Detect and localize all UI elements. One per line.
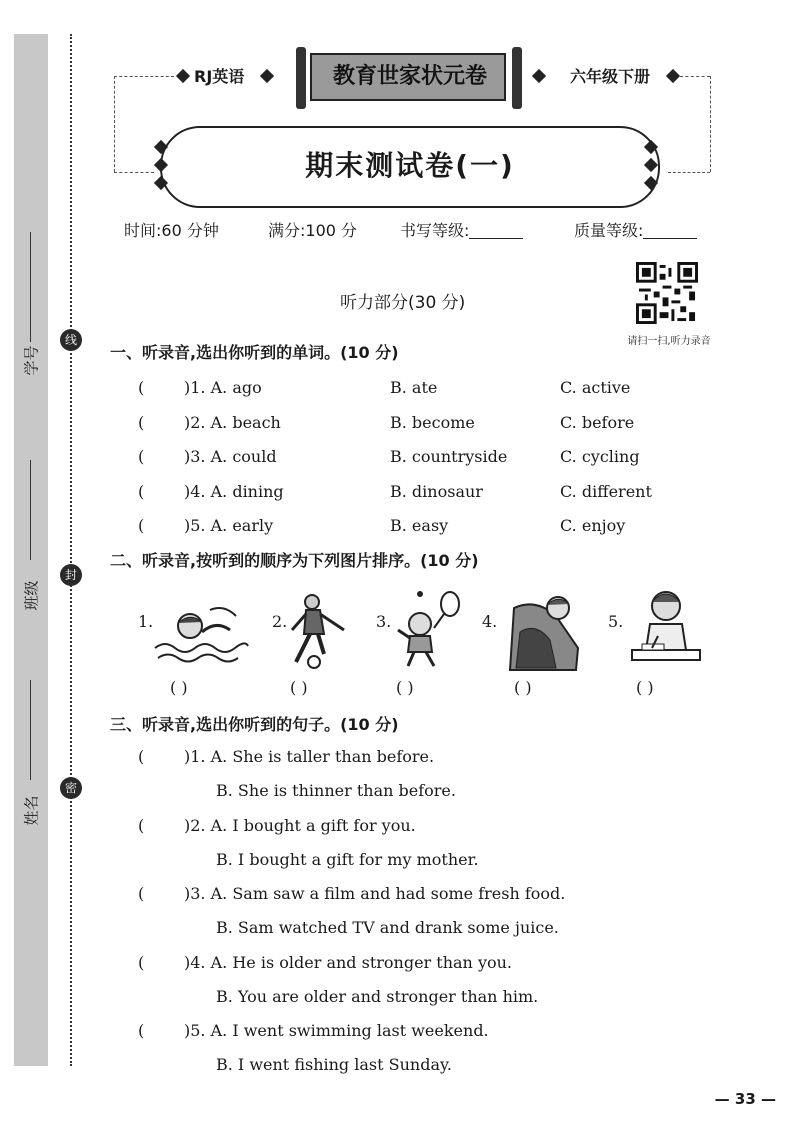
time-info: 时间:60 分钟 — [124, 221, 219, 240]
option-a: )3. A. could — [184, 447, 277, 466]
seal-secret: 密 — [60, 777, 82, 799]
series-title: 教育世家状元卷 — [332, 64, 487, 89]
answer-paren-open[interactable]: ( — [138, 1021, 145, 1040]
football-player-icon — [278, 590, 358, 674]
id-label: 学号 — [22, 345, 41, 376]
option-a: )2. A. beach — [184, 413, 281, 432]
quality-grade-blank[interactable] — [643, 222, 697, 239]
writing-grade-blank[interactable] — [469, 222, 523, 239]
answer-paren-open[interactable]: ( — [138, 816, 145, 835]
answer-paren-open[interactable]: ( — [138, 747, 145, 766]
option-b: B. easy — [390, 516, 449, 535]
part2-heading: 二、听录音,按听到的顺序为下列图片排序。(10 分) — [110, 551, 479, 570]
writing-grade: 书写等级: — [400, 218, 523, 241]
answer-paren-open[interactable]: ( — [138, 447, 145, 466]
sentence-b: B. She is thinner than before. — [216, 781, 456, 800]
header-dash-left-v — [114, 76, 115, 172]
answer-paren-open[interactable]: ( — [138, 516, 145, 535]
answer-paren-open[interactable]: ( — [138, 953, 145, 972]
option-a: )5. A. early — [184, 516, 274, 535]
option-c: C. before — [560, 413, 635, 432]
sentence-a: )1. A. She is taller than before. — [184, 747, 435, 766]
option-b: B. become — [390, 413, 475, 432]
picture-number: 4. — [482, 612, 498, 631]
option-b: B. ate — [390, 378, 438, 397]
option-a: )1. A. ago — [184, 378, 262, 397]
sentence-a: )4. A. He is older and stronger than you. — [184, 953, 513, 972]
score-info: 满分:100 分 — [268, 221, 358, 240]
answer-blank-2[interactable]: ( ) — [290, 678, 308, 697]
option-b: B. countryside — [390, 447, 508, 466]
cut-line — [70, 34, 72, 1066]
name-blank-line — [30, 680, 31, 780]
answer-blank-1[interactable]: ( ) — [170, 678, 188, 697]
answer-paren-open[interactable]: ( — [138, 884, 145, 903]
answer-blank-3[interactable]: ( ) — [396, 678, 414, 697]
swimming-boy-icon — [150, 596, 250, 672]
picture-number: 1. — [138, 612, 154, 631]
option-a: )4. A. dining — [184, 482, 284, 501]
answer-blank-4[interactable]: ( ) — [514, 678, 532, 697]
header-dash-right — [680, 76, 710, 77]
option-c: C. different — [560, 482, 652, 501]
diamond-icon — [176, 69, 190, 83]
diamond-icon — [260, 69, 274, 83]
part1-heading: 一、听录音,选出你听到的单词。(10 分) — [110, 343, 399, 362]
answer-paren-open[interactable]: ( — [138, 413, 145, 432]
sentence-b: B. I went fishing last Sunday. — [216, 1055, 452, 1074]
answer-paren-open[interactable]: ( — [138, 378, 145, 397]
sentence-a: )5. A. I went swimming last weekend. — [184, 1021, 489, 1040]
header-dash-right-v — [710, 76, 711, 172]
option-c: C. enjoy — [560, 516, 626, 535]
picture-number: 5. — [608, 612, 624, 631]
sentence-a: )2. A. I bought a gift for you. — [184, 816, 416, 835]
qr-code-icon[interactable] — [636, 262, 698, 324]
diamond-icon — [532, 69, 546, 83]
sentence-a: )3. A. Sam saw a film and had some fresh food. — [184, 884, 566, 903]
sentence-b: B. Sam watched TV and drank some juice. — [216, 918, 559, 937]
answer-blank-5[interactable]: ( ) — [636, 678, 654, 697]
class-label: 班级 — [22, 580, 41, 611]
seal-line: 线 — [60, 329, 82, 351]
part3-heading: 三、听录音,选出你听到的句子。(10 分) — [110, 715, 399, 734]
subject-tag: RJ英语 — [194, 67, 245, 86]
option-b: B. dinosaur — [390, 482, 483, 501]
sentence-b: B. You are older and stronger than him. — [216, 987, 539, 1006]
header-dash-left-b — [114, 172, 154, 173]
listening-title: 听力部分(30 分) — [340, 293, 466, 313]
quality-grade: 质量等级: — [574, 218, 697, 241]
page-number: — 33 — — [714, 1090, 776, 1108]
grade-tag: 六年级下册 — [570, 67, 651, 86]
answer-paren-open[interactable]: ( — [138, 482, 145, 501]
badminton-player-icon — [390, 584, 470, 670]
binding-strip — [14, 34, 48, 1066]
name-label: 姓名 — [22, 795, 41, 826]
picture-number: 3. — [376, 612, 392, 631]
boy-writing-icon — [628, 586, 704, 672]
header-dash-left — [114, 76, 174, 77]
qr-caption: 请扫一扫,听力录音 — [627, 336, 711, 347]
option-c: C. cycling — [560, 447, 640, 466]
exam-title: 期末测试卷(一) — [305, 149, 515, 182]
boy-with-tent-icon — [506, 592, 586, 674]
picture-number: 2. — [272, 612, 288, 631]
series-scroll — [296, 47, 522, 109]
sentence-b: B. I bought a gift for my mother. — [216, 850, 479, 869]
seal-seal: 封 — [60, 564, 82, 586]
class-blank-line — [30, 460, 31, 560]
header-dash-right-b — [668, 172, 710, 173]
diamond-icon — [666, 69, 680, 83]
option-c: C. active — [560, 378, 631, 397]
id-blank-line — [30, 232, 31, 342]
